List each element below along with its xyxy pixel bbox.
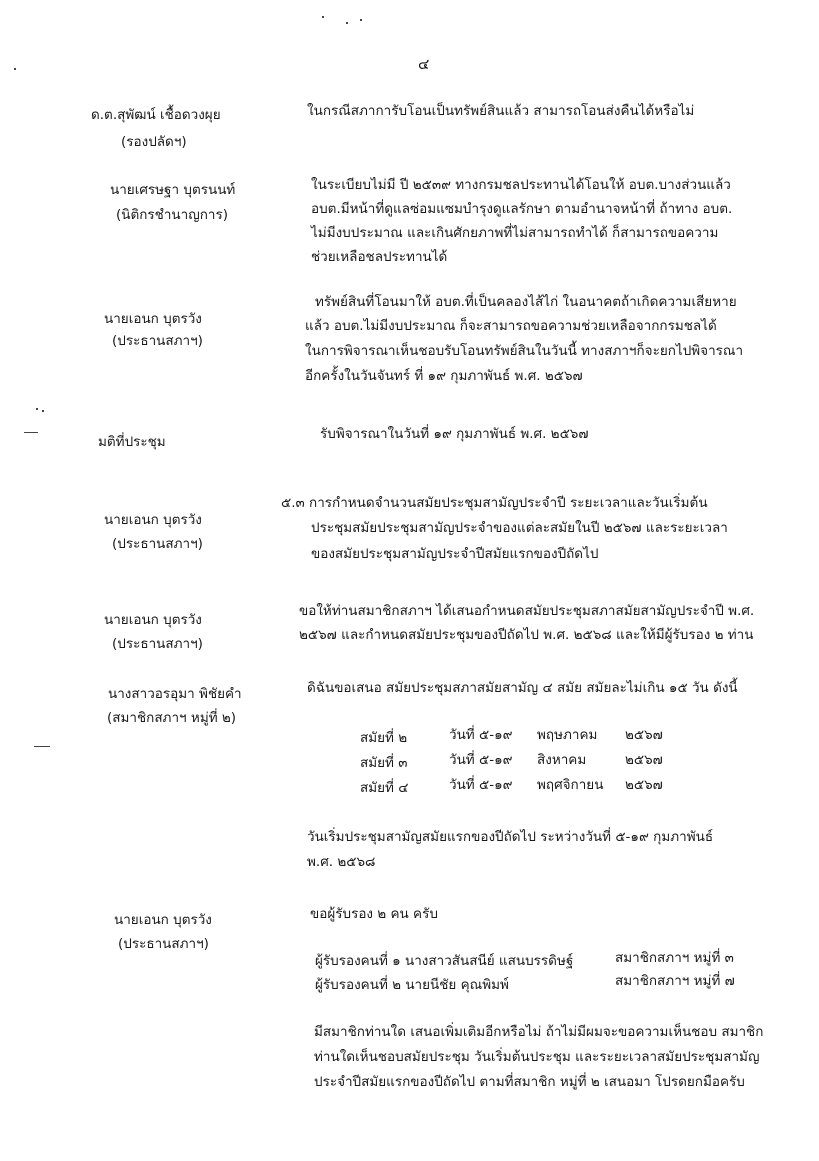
statement-line: ขอผู้รับรอง ๒ คน ครับ [310,906,438,922]
speaker-role: (ประธานสภาฯ) [112,333,203,349]
session-year: ๒๕๖๗ [625,752,663,768]
statement-line: ช่วยเหลือชลประทานได้ [311,249,448,265]
scan-mark [360,19,362,21]
speaker-role: (ประธานสภาฯ) [118,936,209,952]
agenda-line: ๕.๓ การกำหนดจำนวนสมัยประชุมสามัญประจำปี ระยะเวลาและวันเริ่มต้น [281,495,708,511]
seconder-label: ผู้รับรองคนที่ ๑ นางสาวสันสนีย์ แสนบรรดิษฐ์ [315,953,574,969]
scan-mark [322,16,324,18]
statement-line: ในกรณีสภาการับโอนเป็นทรัพย์สินแล้ว สามารถโอนส่งคืนได้หรือไม่ [307,103,695,119]
scan-mark [34,746,50,747]
session-name: สมัยที่ ๔ [360,780,409,796]
session-day: วันที่ ๕-๑๙ [449,727,513,743]
statement-line: ไม่มีงบประมาณ และเกินศักยภาพที่ไม่สามารถทำได้ ก็สามารถขอความ [311,225,719,241]
speaker-name: นายเอนก บุตรวัง [104,311,202,327]
session-month: สิงหาคม [537,752,587,768]
scan-mark [24,432,38,433]
statement-line: ในระเบียบไม่มี ปี ๒๕๓๙ ทางกรมชลประทานได้โอนให้ อบต.บางส่วนแล้ว [311,177,731,193]
closing-line: ประจำปีสมัยแรกของปีถัดไป ตามที่สมาชิก หมู่ที่ ๒ เสนอมา โปรดยกมือครับ [314,1074,745,1090]
speaker-role: (รองปลัดฯ) [121,134,187,150]
speaker-role: (ประธานสภาฯ) [112,636,203,652]
speaker-name: นายเอนก บุตรวัง [104,612,202,628]
speaker-role: (นิติกรชำนาญการ) [116,207,229,223]
statement-line: ทรัพย์สินที่โอนมาให้ อบต.ที่เป็นคลองไส้ไก่ ในอนาคตถ้าเกิดความเสียหาย [315,294,737,310]
closing-line: มีสมาชิกท่านใด เสนอเพิ่มเติมอีกหรือไม่ ถ้าไม่มีผมจะขอความเห็นชอบ สมาชิก [314,1024,764,1040]
next-year-line: พ.ศ. ๒๕๖๘ [307,854,376,870]
session-name: สมัยที่ ๓ [360,755,408,771]
session-year: ๒๕๖๗ [625,727,663,743]
agenda-line: ประชุมสมัยประชุมสามัญประจำของแต่ละสมัยในปี ๒๕๖๗ และระยะเวลา [311,520,728,536]
page-number: ๔ [418,55,430,73]
statement-line: ดิฉันขอเสนอ สมัยประชุมสภาสมัยสามัญ ๔ สมัย สมัยละไม่เกิน ๑๕ วัน ดังนี้ [307,680,738,696]
resolution-text: รับพิจารณาในวันที่ ๑๙ กุมภาพันธ์ พ.ศ. ๒๕๖๗ [320,426,589,442]
scan-mark [42,410,44,412]
session-day: วันที่ ๕-๑๙ [449,752,513,768]
speaker-name: นายเอนก บุตรวัง [104,512,202,528]
speaker-role: (ประธานสภาฯ) [112,536,203,552]
session-name: สมัยที่ ๒ [360,730,408,746]
next-year-line: วันเริ่มประชุมสามัญสมัยแรกของปีถัดไป ระหว่างวันที่ ๕-๑๙ กุมภาพันธ์ [307,829,714,845]
agenda-line: ของสมัยประชุมสามัญประจำปีสมัยแรกของปีถัดไป [311,546,599,562]
seconder-role: สมาชิกสภาฯ หมู่ที่ ๓ [615,950,734,966]
speaker-name: นายเศรษฐา บุตรนนท์ [110,182,236,198]
statement-line: ในการพิจารณาเห็นชอบรับโอนทรัพย์สินในวันนี้ ทางสภาฯก็จะยกไปพิจารณา [305,343,744,359]
seconder-label: ผู้รับรองคนที่ ๒ นายนีชัย คุณพิมพ์ [315,977,509,993]
speaker-name: นายเอนก บุตรวัง [114,912,212,928]
scan-mark [36,408,38,410]
resolution-label: มติที่ประชุม [98,434,166,450]
statement-line: อบต.มีหน้าที่ดูแลซ่อมแซมบำรุงดูแลรักษา ตามอำนาจหน้าที่ ถ้าทาง อบต. [311,201,733,217]
session-month: พฤษภาคม [537,727,598,743]
seconder-role: สมาชิกสภาฯ หมู่ที่ ๗ [615,973,735,989]
statement-line: แล้ว อบต.ไม่มีงบประมาณ ก็จะสามารถขอความช่วยเหลือจากกรมชลได้ [305,318,717,334]
speaker-name: ด.ต.สุพัฒน์ เชื้อดวงผุย [91,107,221,123]
speaker-role: (สมาชิกสภาฯ หมู่ที่ ๒) [107,710,237,726]
session-year: ๒๕๖๗ [625,777,663,793]
statement-line: อีกครั้งในวันจันทร์ ที่ ๑๙ กุมภาพันธ์ พ.ศ. ๒๕๖๗ [305,368,583,384]
scan-mark [14,68,16,70]
session-day: วันที่ ๕-๑๙ [449,777,513,793]
speaker-name: นางสาวอรอุมา พิชัยคำ [108,686,242,702]
statement-line: ขอให้ท่านสมาชิกสภาฯ ได้เสนอกำหนดสมัยประชุมสภาสมัยสามัญประจำปี พ.ศ. [299,603,755,619]
closing-line: ท่านใดเห็นชอบสมัยประชุม วันเริ่มต้นประชุม และระยะเวลาสมัยประชุมสามัญ [314,1049,760,1065]
scan-mark [346,22,348,24]
session-month: พฤศจิกายน [537,777,604,793]
statement-line: ๒๕๖๗ และกำหนดสมัยประชุมของปีถัดไป พ.ศ. ๒๕๖๘ และให้มีผู้รับรอง ๒ ท่าน [299,627,754,643]
